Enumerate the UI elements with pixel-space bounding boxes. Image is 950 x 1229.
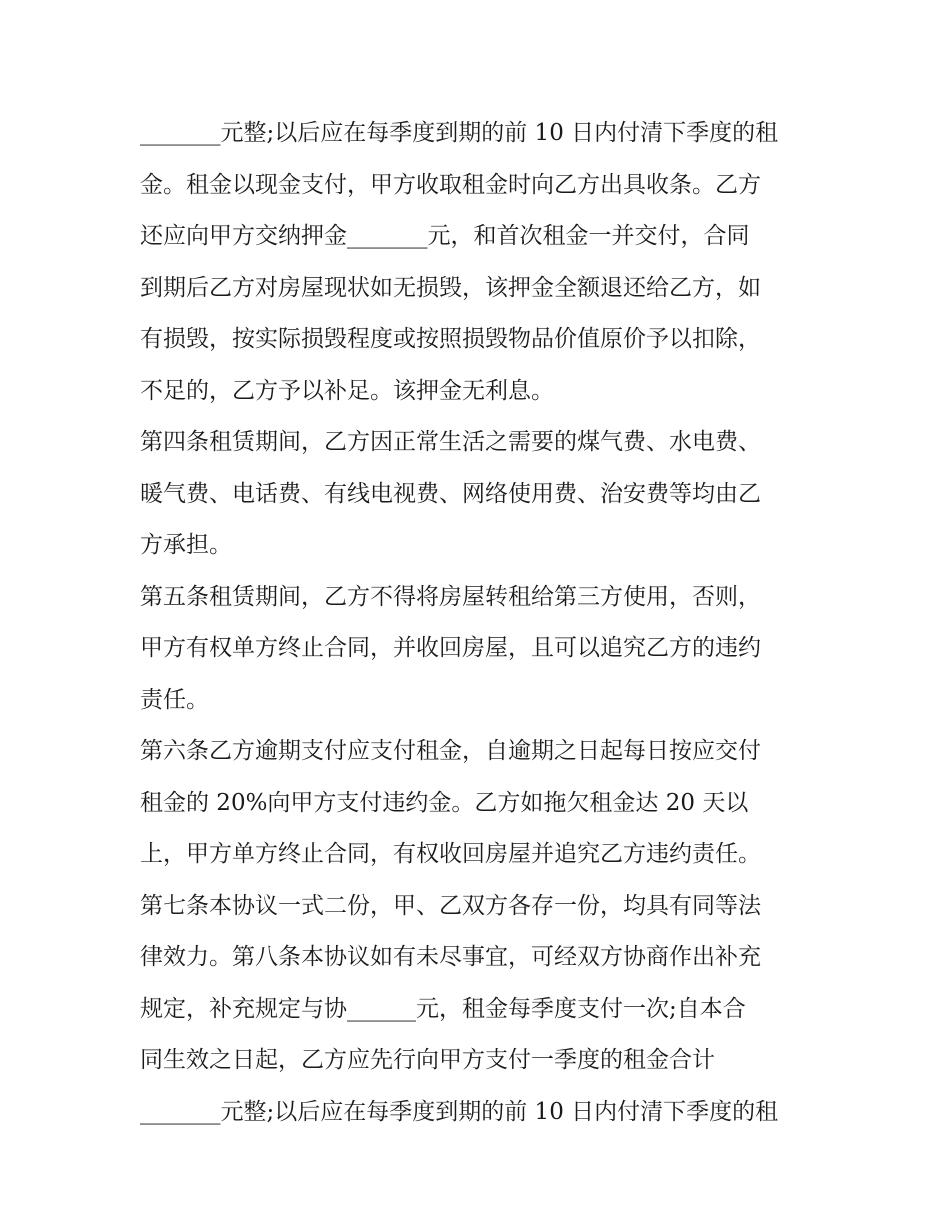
text-line: 上，甲方单方终止合同，有权收回房屋并追究乙方违约责任。	[140, 841, 761, 867]
text-line: 有损毁，按实际损毁程度或按照损毁物品价值原价予以扣除，	[140, 326, 761, 352]
text-line: 暖气费、电话费、有线电视费、网络使用费、治安费等均由乙	[140, 480, 761, 507]
text-line: 方承担。	[140, 532, 232, 558]
text-line: 还应向甲方交纳押金_______元，和首次租金一并交付，合同	[140, 223, 750, 249]
text-line: 第六条乙方逾期支付应支付租金，自逾期之日起每日按应交付	[140, 738, 761, 764]
text-line: _______元整;以后应在每季度到期的前 10 日内付清下季度的租	[140, 1098, 779, 1125]
text-line: 金。租金以现金支付，甲方收取租金时向乙方出具收条。乙方	[140, 171, 761, 198]
text-line: 责任。	[140, 686, 209, 713]
text-line: 同生效之日起，乙方应先行向甲方支付一季度的租金合计	[140, 1047, 715, 1073]
text-line: 规定，补充规定与协______元，租金每季度支付一次;自本合	[140, 995, 746, 1022]
text-line: 第四条租赁期间，乙方因正常生活之需要的煤气费、水电费、	[140, 429, 761, 455]
text-line: 第七条本协议一式二份，甲、乙双方各存一份，均具有同等法	[140, 892, 761, 919]
text-line: 到期后乙方对房屋现状如无损毁，该押金全额退还给乙方，如	[140, 274, 761, 301]
text-line: 第五条租赁期间，乙方不得将房屋转租给第三方使用，否则，	[140, 583, 761, 610]
text-line: _______元整;以后应在每季度到期的前 10 日内付清下季度的租	[140, 120, 779, 146]
text-line: 律效力。第八条本协议如有未尽事宜，可经双方协商作出补充	[140, 944, 761, 970]
contract-text	[140, 108, 830, 1138]
text-line: 租金的 20%向甲方支付违约金。乙方如拖欠租金达 20 天以	[140, 789, 749, 816]
text-line: 不足的，乙方予以补足。该押金无利息。	[140, 377, 554, 404]
text-line: 甲方有权单方终止合同，并收回房屋，且可以追究乙方的违约	[140, 635, 761, 661]
